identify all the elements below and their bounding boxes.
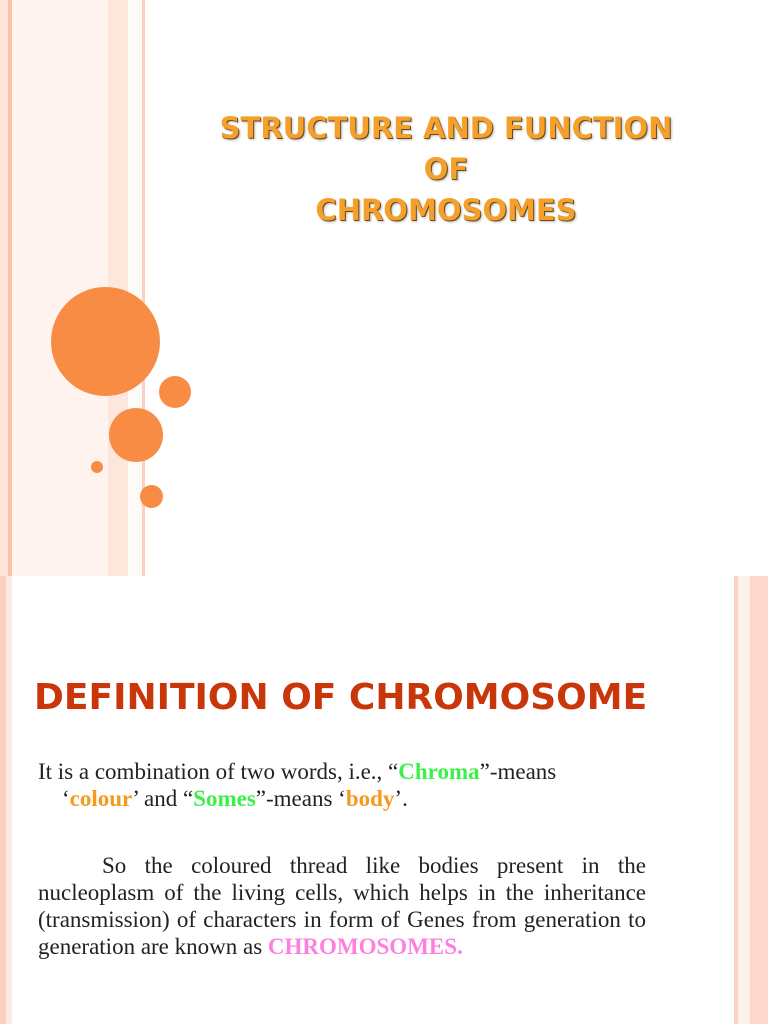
- decor-circle: [109, 408, 163, 462]
- decor-circle-small: [91, 461, 103, 473]
- decor-circle-large: [51, 287, 160, 396]
- text-run: ’ and “: [132, 786, 194, 811]
- definition-paragraph: [38, 852, 646, 960]
- word-body: body: [345, 786, 395, 811]
- text-run: It is a combination of two words, i.e., “: [38, 759, 399, 784]
- etymology-line-2: [38, 785, 646, 812]
- decor-circle: [140, 485, 163, 508]
- etymology-paragraph: [38, 758, 646, 812]
- decor-stripe: [750, 576, 768, 1024]
- title-line: OF: [423, 152, 469, 186]
- word-chroma: Chroma: [398, 759, 480, 784]
- word-colour: colour: [69, 786, 133, 811]
- word-somes: Somes: [193, 786, 256, 811]
- decor-stripe: [0, 0, 8, 576]
- text-run: So the coloured thread like bodies present in the nucleoplasm of the living cells, which helps in the inheritance (transmission) of characters in form of Genes from generation to generation are known as: [38, 853, 646, 959]
- text-run: ’.: [394, 786, 408, 811]
- text-run: ‘: [62, 786, 70, 811]
- text-run: ”-means: [479, 759, 557, 784]
- title-line: STRUCTURE AND FUNCTION: [219, 111, 673, 145]
- decor-stripe: [128, 0, 142, 576]
- decor-stripe: [738, 576, 750, 1024]
- word-chromosomes: CHROMOSOMES.: [267, 934, 463, 959]
- slide-title-heading: [150, 108, 742, 231]
- decor-circle: [159, 376, 191, 408]
- title-line: CHROMOSOMES: [315, 193, 577, 227]
- text-run: ”-means ‘: [255, 786, 346, 811]
- decor-stripe: [6, 576, 12, 1024]
- definition-heading: DEFINITION OF CHROMOSOME: [34, 677, 648, 718]
